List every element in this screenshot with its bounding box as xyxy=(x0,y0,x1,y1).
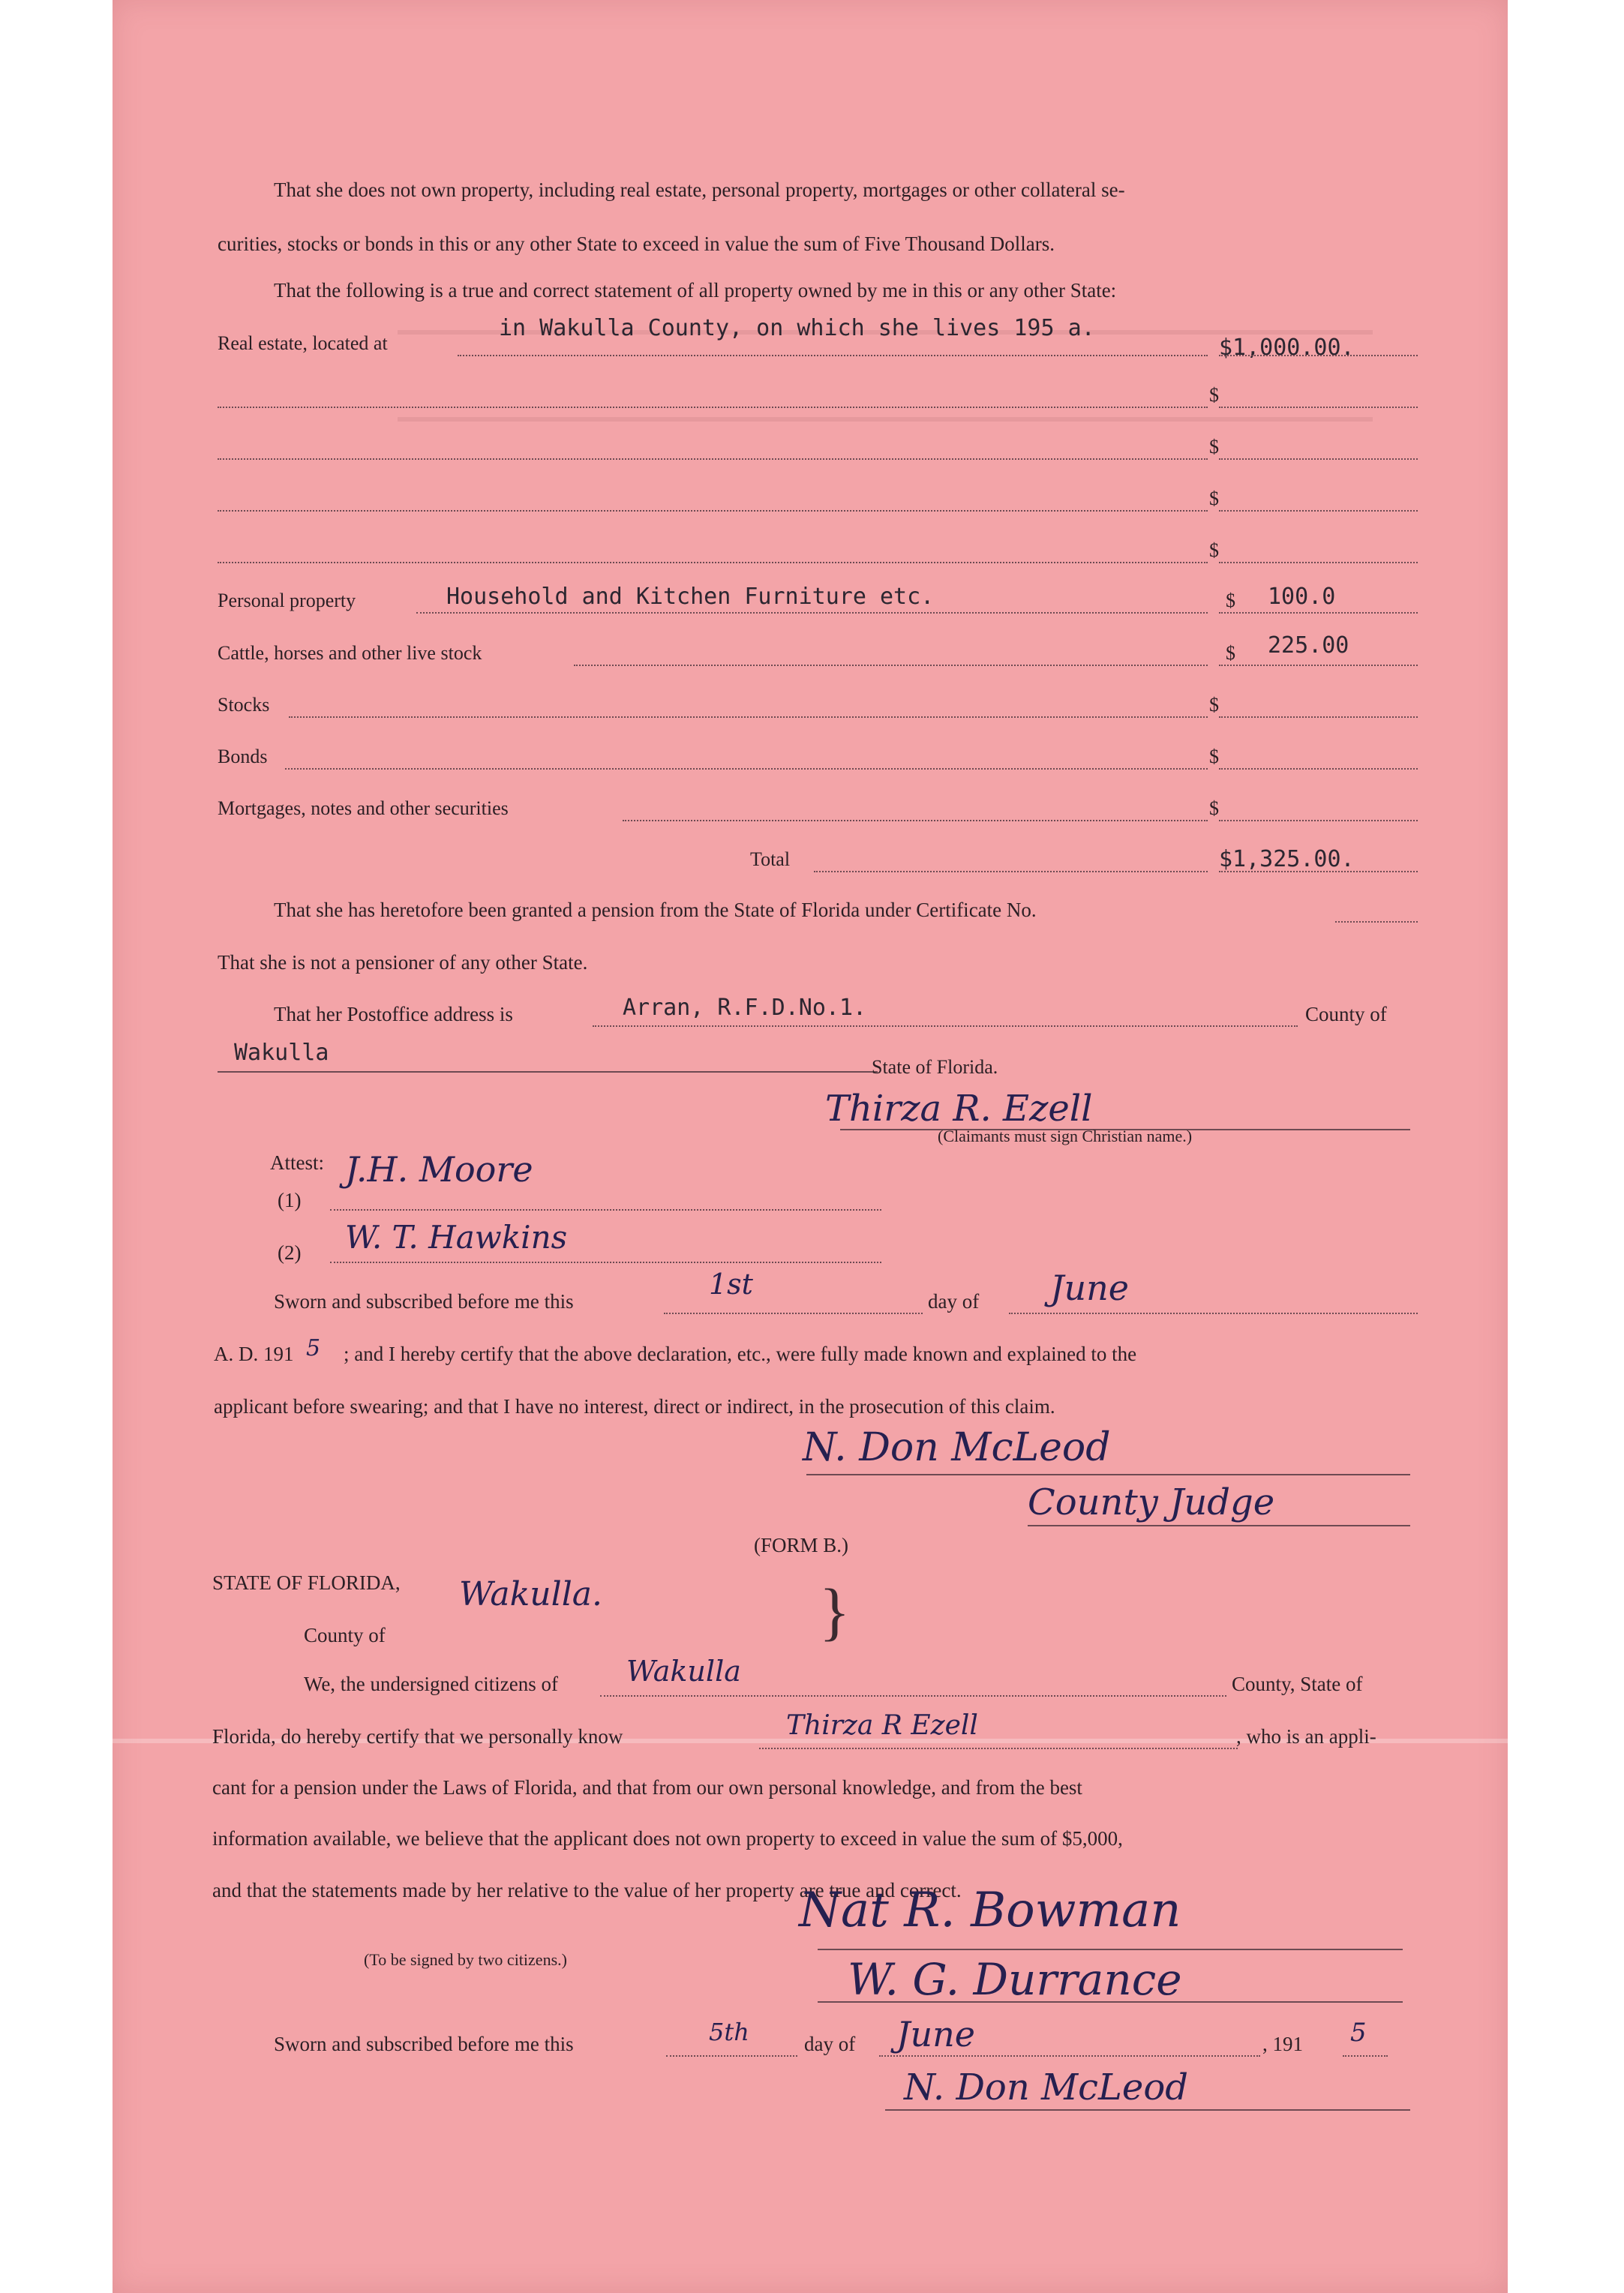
mortgages-dollar: $ xyxy=(1209,797,1219,819)
personal-amount-line xyxy=(1219,612,1418,614)
form-b-signed-note: (To be signed by two citizens.) xyxy=(364,1950,567,1969)
sworn-1-day-line xyxy=(664,1313,923,1314)
citizen-signature-1-line xyxy=(818,1949,1403,1950)
blank-row-1-amount-line xyxy=(1219,407,1418,408)
stocks-leader xyxy=(289,716,1208,718)
bonds-leader xyxy=(285,768,1208,770)
blank-row-2-amount-line xyxy=(1219,458,1418,460)
form-b-county-of: County of xyxy=(304,1624,386,1646)
form-b-cant-text: cant for a pension under the Laws of Florida, and that from our own personal knowledge, and from the best xyxy=(212,1776,1082,1799)
stocks-amount-line xyxy=(1219,716,1418,718)
form-b-sworn-day: 5th xyxy=(709,2018,749,2046)
attest-label: Attest: xyxy=(270,1151,324,1174)
form-b-who-is: , who is an appli- xyxy=(1236,1725,1376,1748)
blank-row-2-leader xyxy=(218,458,1208,460)
form-b-applicant-line xyxy=(759,1748,1238,1749)
form-b-we-county-line xyxy=(600,1695,1226,1697)
blank-row-3-dollar: $ xyxy=(1209,488,1219,509)
paragraph-1-line-1: That she does not own property, including real estate, personal property, mortgages or other collateral se- xyxy=(274,179,1125,201)
form-b-state: STATE OF FLORIDA, xyxy=(212,1571,401,1594)
certificate-number-line xyxy=(1335,921,1418,923)
judge-title: County Judge xyxy=(1028,1481,1275,1523)
personal-property-amount: 100.0 xyxy=(1268,584,1336,610)
personal-dollar: $ xyxy=(1226,590,1235,611)
sworn-1-rest: ; and I hereby certify that the above declaration, etc., were fully made known and explained to the xyxy=(344,1343,1137,1365)
sworn-1-text: Sworn and subscribed before me this xyxy=(274,1290,574,1313)
form-b-info-text: information available, we believe that the applicant does not own property to exceed in value the sum of $5,000, xyxy=(212,1827,1123,1850)
real-estate-leader xyxy=(458,355,1208,356)
form-b-day-of: day of xyxy=(804,2033,856,2055)
form-b-sworn-day-line xyxy=(666,2055,797,2057)
blank-row-3-amount-line xyxy=(1219,510,1418,512)
form-b-florida-text: Florida, do hereby certify that we personally know xyxy=(212,1725,623,1748)
form-b-month: June xyxy=(896,2014,975,2054)
attest-line-1 xyxy=(330,1209,881,1211)
postoffice-leader xyxy=(593,1025,1298,1027)
judge-title-line xyxy=(1028,1525,1410,1526)
judge-signature-2: N. Don McLeod xyxy=(904,2066,1188,2108)
sworn-1-day: 1st xyxy=(709,1268,753,1301)
sworn-1-month: June xyxy=(1050,1268,1129,1308)
blank-row-3-leader xyxy=(218,510,1208,512)
sworn-1-day-of: day of xyxy=(928,1290,980,1313)
paragraph-1-line-2: curities, stocks or bonds in this or any other State to exceed in value the sum of Five Thousand Dollars. xyxy=(218,233,1055,255)
form-b-brace: } xyxy=(819,1575,851,1647)
bonds-amount-line xyxy=(1219,768,1418,770)
judge-signature-2-line xyxy=(885,2109,1410,2111)
cattle-label: Cattle, horses and other live stock xyxy=(218,642,482,664)
sworn-1-month-line xyxy=(1009,1313,1418,1314)
form-b-county-state-of: County, State of xyxy=(1232,1673,1363,1695)
form-b-year-prefix: , 191 xyxy=(1262,2033,1303,2055)
mortgages-leader xyxy=(623,820,1208,821)
real-estate-value: in Wakulla County, on which she lives 195 a. xyxy=(499,315,1095,341)
pension-granted-text: That she has heretofore been granted a pension from the State of Florida under Certificate No. xyxy=(274,899,1037,921)
real-estate-amount: $1,000.00. xyxy=(1219,335,1355,361)
stocks-label: Stocks xyxy=(218,694,270,716)
cattle-amount: 225.00 xyxy=(1268,632,1349,659)
sworn-1-year: 5 xyxy=(306,1335,321,1361)
citizen-signature-2: W. G. Durrance xyxy=(848,1954,1182,2005)
total-leader xyxy=(814,871,1208,872)
form-b-year-line xyxy=(1343,2055,1388,2057)
mortgages-label: Mortgages, notes and other securities xyxy=(218,797,509,819)
form-b-we-text: We, the undersigned citizens of xyxy=(304,1673,558,1695)
claimant-note: (Claimants must sign Christian name.) xyxy=(938,1127,1193,1145)
county-line xyxy=(218,1071,878,1073)
real-estate-amount-line xyxy=(1219,355,1418,356)
form-b-county-value: Wakulla. xyxy=(459,1575,602,1613)
claimant-signature: Thirza R. Ezell xyxy=(825,1088,1093,1130)
blank-row-1-leader xyxy=(218,407,1208,408)
sworn-1-ad: A. D. 191 xyxy=(214,1343,294,1365)
blank-row-4-leader xyxy=(218,562,1208,563)
postoffice-label: That her Postoffice address is xyxy=(274,1003,513,1025)
form-b-month-line xyxy=(879,2055,1260,2057)
form-b-sworn-text: Sworn and subscribed before me this xyxy=(274,2033,574,2055)
attest-number-2: (2) xyxy=(278,1241,302,1264)
blank-row-4-amount-line xyxy=(1219,562,1418,563)
cattle-leader xyxy=(574,665,1208,666)
personal-property-leader xyxy=(416,612,1208,614)
citizen-signature-2-line xyxy=(818,2001,1403,2003)
blank-row-4-dollar: $ xyxy=(1209,539,1219,561)
personal-property-value: Household and Kitchen Furniture etc. xyxy=(446,584,935,610)
total-amount-line xyxy=(1219,871,1418,872)
real-estate-label: Real estate, located at xyxy=(218,332,388,354)
citizen-signature-1: Nat R. Bowman xyxy=(799,1883,1181,1938)
stocks-dollar: $ xyxy=(1209,694,1219,716)
form-b-title: (FORM B.) xyxy=(754,1534,849,1556)
personal-property-label: Personal property xyxy=(218,590,356,611)
county-value: Wakulla xyxy=(234,1040,329,1066)
sworn-1-line-2: applicant before swearing; and that I have no interest, direct or indirect, in the prosecution of this claim. xyxy=(214,1395,1055,1418)
blank-row-1-dollar: $ xyxy=(1209,384,1219,406)
not-pensioner-text: That she is not a pensioner of any other State. xyxy=(218,951,588,974)
mortgages-amount-line xyxy=(1219,820,1418,821)
bonds-label: Bonds xyxy=(218,746,268,767)
paragraph-2: That the following is a true and correct statement of all property owned by me in this or any other State: xyxy=(274,279,1117,302)
form-b-year: 5 xyxy=(1350,2018,1367,2048)
form-b-applicant-name: Thirza R Ezell xyxy=(786,1710,978,1741)
attest-number-1: (1) xyxy=(278,1189,302,1211)
attest-signature-1: J.H. Moore xyxy=(345,1149,533,1190)
total-amount: $1,325.00. xyxy=(1219,846,1355,872)
county-of-label: County of xyxy=(1305,1003,1387,1025)
cattle-amount-line xyxy=(1219,665,1418,666)
blank-row-2-dollar: $ xyxy=(1209,436,1219,458)
form-b-we-county: Wakulla xyxy=(626,1655,741,1688)
judge-signature-1-line xyxy=(806,1474,1410,1475)
postoffice-value: Arran, R.F.D.No.1. xyxy=(623,995,867,1021)
cattle-dollar: $ xyxy=(1226,642,1235,664)
state-of-florida: State of Florida. xyxy=(872,1056,998,1078)
attest-line-2 xyxy=(330,1262,881,1263)
judge-signature-1: N. Don McLeod xyxy=(803,1425,1111,1470)
attest-signature-2: W. T. Hawkins xyxy=(345,1219,568,1256)
form-b-statements-text: and that the statements made by her relative to the value of her property are true and correct. xyxy=(212,1879,962,1901)
bonds-dollar: $ xyxy=(1209,746,1219,767)
total-label: Total xyxy=(750,848,791,870)
